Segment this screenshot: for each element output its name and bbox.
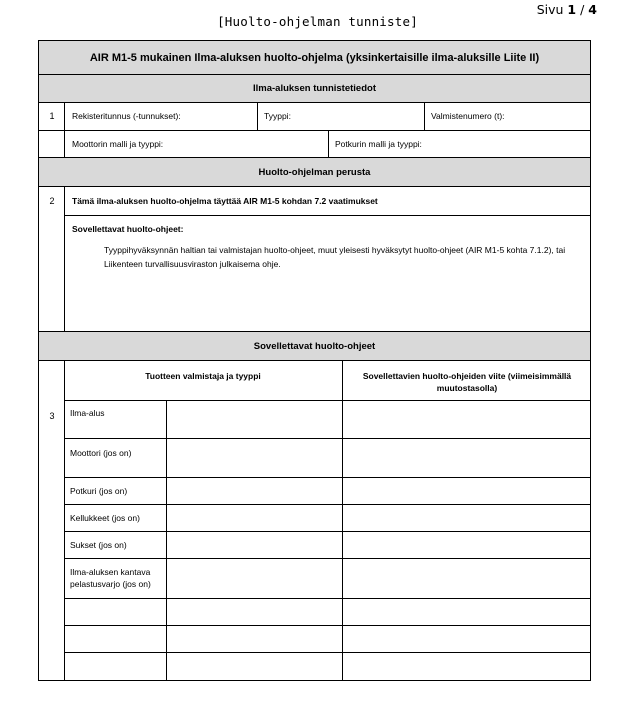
compliance-statement: Tämä ilma-aluksen huolto-ohjelma täyttää AIR M1-5 kohdan 7.2 vaatimukset xyxy=(72,196,378,206)
section2-heading: Huolto-ohjelman perusta xyxy=(39,158,590,186)
serial-number-label: Valmistenumero (t): xyxy=(431,111,505,121)
page-separator: / xyxy=(580,2,585,17)
form-main-title: AIR M1-5 mukainen Ilma-aluksen huolto-ohjelma (yksinkertaisille ilma-aluksille Liite II) xyxy=(39,41,590,74)
engine-manufacturer-cell[interactable] xyxy=(167,439,342,477)
floats-manufacturer-cell[interactable] xyxy=(167,505,342,531)
parachute-manufacturer-cell[interactable] xyxy=(167,559,342,598)
section3-number: 3 xyxy=(49,411,55,421)
applicable-instructions-text: Tyyppihyväksynnän haltian tai valmistajan huolto-ohjeet, muut yleisesti hyväksytyt huolto-ohjeet (AIR M1-5 kohta 7.1.2), tai Liikenteen turvallisuusviraston julkaisema ohje. xyxy=(104,245,566,269)
floats-reference-cell[interactable] xyxy=(343,505,590,531)
col-header-manufacturer: Tuotteen valmistaja ja tyyppi xyxy=(145,371,261,381)
document-title: [Huolto-ohjelman tunniste] xyxy=(217,14,418,29)
row-label-propeller: Potkuri (jos on) xyxy=(70,486,128,496)
maintenance-program-form xyxy=(38,40,591,681)
type-label: Tyyppi: xyxy=(264,111,291,121)
parachute-reference-cell[interactable] xyxy=(343,559,590,598)
aircraft-manufacturer-cell[interactable] xyxy=(167,401,342,438)
engine-model-label: Moottorin malli ja tyyppi: xyxy=(72,139,164,149)
propeller-manufacturer-cell[interactable] xyxy=(167,478,342,504)
col-header-reference: Sovellettavien huolto-ohjeiden viite (viimeisimmällä muutostasolla) xyxy=(362,371,572,393)
row-label-aircraft: Ilma-alus xyxy=(70,408,105,418)
row-label-engine: Moottori (jos on) xyxy=(70,448,132,458)
engine-reference-cell[interactable] xyxy=(343,439,590,477)
skis-reference-cell[interactable] xyxy=(343,532,590,558)
page-current: 1 xyxy=(567,2,577,17)
aircraft-reference-cell[interactable] xyxy=(343,401,590,438)
registration-label: Rekisteritunnus (-tunnukset): xyxy=(72,111,181,121)
section2-number: 2 xyxy=(49,196,55,206)
section3-heading: Sovellettavat huolto-ohjeet xyxy=(39,332,590,360)
row-label-floats: Kellukkeet (jos on) xyxy=(70,513,140,523)
page-label: Sivu xyxy=(536,2,564,17)
row-label-skis: Sukset (jos on) xyxy=(70,540,127,550)
section1-heading: Ilma-aluksen tunnistetiedot xyxy=(39,75,590,102)
applicable-instructions-label: Sovellettavat huolto-ohjeet: xyxy=(72,224,184,234)
section1-number: 1 xyxy=(49,111,55,121)
propeller-model-label: Potkurin malli ja tyyppi: xyxy=(335,139,422,149)
page-total: 4 xyxy=(588,2,597,17)
row-label-parachute: Ilma-aluksen kantava pelastusvarjo (jos on) xyxy=(70,567,151,589)
skis-manufacturer-cell[interactable] xyxy=(167,532,342,558)
propeller-reference-cell[interactable] xyxy=(343,478,590,504)
